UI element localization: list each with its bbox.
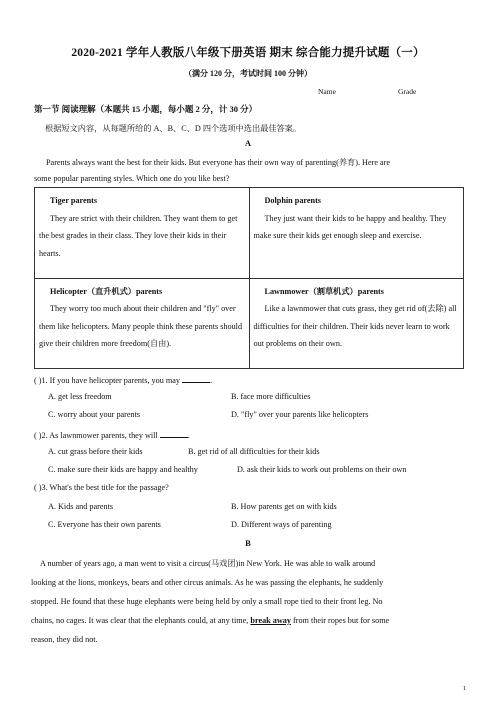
q1-option-d: D. "fly" over your parents like helicopters xyxy=(231,410,369,419)
q3-option-b: B. How parents get on with kids xyxy=(231,502,337,511)
section-instruction: 根据短文内容，从每题所给的 A、B、C、D 四个选项中选出最佳答案。 xyxy=(45,124,302,133)
passage-b-letter: B xyxy=(245,538,251,548)
page-subtitle: （满分 120 分，考试时间 100 分钟） xyxy=(184,69,312,78)
question-3: ( )3. What's the best title for the passage? xyxy=(34,483,169,492)
passage-b-line4-prefix: chains, no cages. It was clear that the elephants could, at any time, xyxy=(31,616,249,625)
lawnmower-cell xyxy=(249,278,464,369)
q3-option-c: C. Everyone has their own parents xyxy=(48,520,161,529)
q1-option-c: C. worry about your parents xyxy=(48,410,141,419)
page-title: 2020-2021 学年人教版八年级下册英语 期末 综合能力提升试题（一） xyxy=(71,47,425,59)
answer-blank xyxy=(182,374,213,385)
tiger-title: Tiger parents xyxy=(50,196,98,205)
question-1-stem: ( )1. If you have helicopter parents, you may xyxy=(34,376,180,385)
answer-blank xyxy=(160,429,188,438)
question-1-suffix: . xyxy=(210,376,213,385)
helicopter-body: They worry too much about their children and "fly" over them like helicopters. Many people think these parents should give their children more freedom(自由). xyxy=(39,304,243,348)
helicopter-title: Helicopter（直升机式）parents xyxy=(50,286,163,296)
dolphin-body: They just want their kids to be happy and healthy. They make sure their kids get enough sleep and exercise. xyxy=(253,213,447,240)
question-2 xyxy=(34,429,190,440)
passage-b-line5: reason, they did not. xyxy=(31,635,98,644)
helicopter-cell xyxy=(35,278,250,369)
passage-a-letter: A xyxy=(244,138,252,148)
question-2-suffix: . xyxy=(187,431,190,440)
page-number: 1 xyxy=(462,685,466,692)
passage-a-intro-line2: some popular parenting styles. Which one do you like best? xyxy=(34,174,230,183)
q1-option-b: B. face more difficulties xyxy=(231,392,311,401)
dolphin-cell xyxy=(249,188,464,279)
question-1 xyxy=(34,374,212,385)
q2-option-b: B. get rid of all difficulties for their kids xyxy=(188,447,320,456)
passage-a-intro-line1: Parents always want the best for their kids. But everyone has their own way of parenting(养育). Here are xyxy=(46,158,390,167)
q2-option-c: C. make sure their kids are happy and healthy xyxy=(48,465,198,474)
passage-b-line4 xyxy=(31,612,389,630)
question-2-stem: ( )2. As lawnmower parents, they will xyxy=(34,431,158,440)
name-label: Name xyxy=(318,87,336,96)
tiger-cell xyxy=(35,188,250,279)
lawnmower-title: Lawnmower（割草机式）parents xyxy=(264,286,384,296)
q2-option-d: D. ask their kids to work out problems on their own xyxy=(237,465,407,474)
passage-b-line3: stopped. He found that these huge elephants were being held by only a small rope tied to their front leg. No xyxy=(31,597,383,606)
q3-option-a: A. Kids and parents xyxy=(48,502,114,511)
passage-b-line1: A number of years ago, a man went to visit a circus(马戏团)in New York. He was able to walk around xyxy=(40,559,376,568)
q3-option-d: D. Different ways of parenting xyxy=(231,520,332,529)
passage-b-line2: looking at the lions, monkeys, bears and other circus animals. As he was passing the elephants, he suddenly xyxy=(31,578,384,587)
dolphin-title: Dolphin parents xyxy=(264,196,321,205)
underlined-phrase: break away xyxy=(250,616,291,625)
q1-option-a: A. get less freedom xyxy=(48,392,112,401)
parenting-styles-table xyxy=(34,187,464,369)
grade-label: Grade xyxy=(398,87,417,96)
q2-option-a: A. cut grass before their kids xyxy=(48,447,143,456)
section-heading: 第一节 阅读理解（本题共 15 小题，每小题 2 分，计 30 分） xyxy=(34,104,258,114)
passage-b-line4-suffix: from their ropes but for some xyxy=(293,616,390,625)
lawnmower-body: Like a lawnmower that cuts grass, they get rid of(去除) all difficulties for their children. Their kids never learn to work out problems on their own. xyxy=(253,304,457,348)
tiger-body: They are strict with their children. They want them to get the best grades in their class. They love their kids in their hearts. xyxy=(39,213,238,258)
